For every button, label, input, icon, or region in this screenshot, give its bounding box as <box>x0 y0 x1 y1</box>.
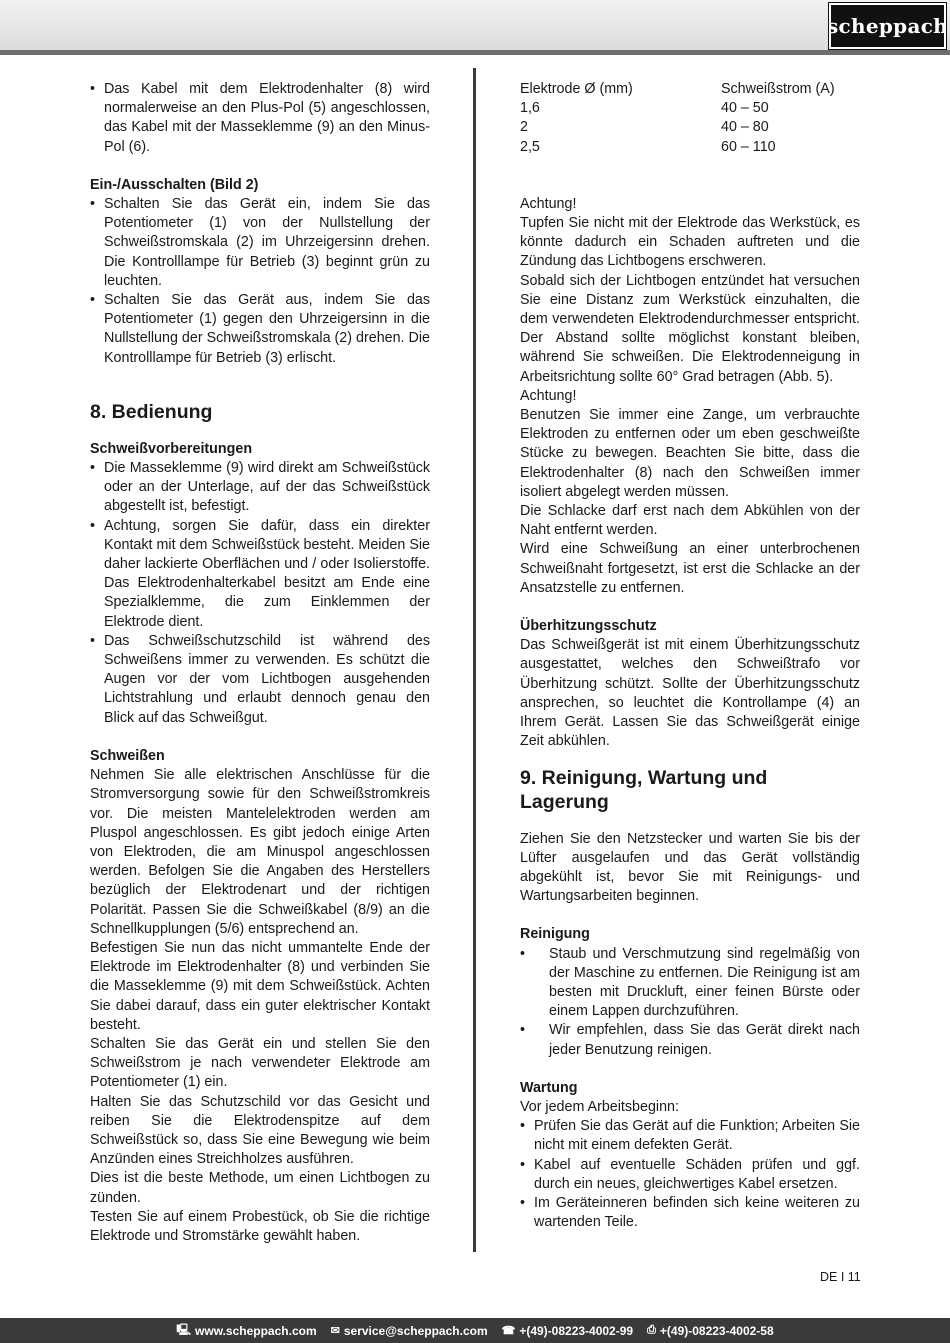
maintenance-bullet: • Prüfen Sie das Gerät auf die Funktion; Arbeiten Sie nicht mit einem defekten Gerät. <box>520 1117 860 1155</box>
table-cell: 2,5 <box>520 138 540 155</box>
section-9-title: 9. Reinigung, Wartung und Lagerung <box>520 766 768 813</box>
onoff-bullet: • Schalten Sie das Gerät ein, indem Sie das Potentiometer (1) von der Nullstellung der Schweißstromskala (2) im Uhrzeigersinn drehen. Die Kontrolllampe für Betrieb (3) beginnt grün zu leuchten. <box>90 195 430 291</box>
table-cell: 2 <box>520 119 528 136</box>
section-9-intro: Ziehen Sie den Netzstecker und warten Sie bis der Lüfter ausgelaufen und das Gerät vollständig abgekühlt ist, bevor Sie mit Reinigungs- und Wartungsarbeiten beginnen. <box>520 830 860 905</box>
prep-bullet: • Die Masseklemme (9) wird direkt am Schweißstück oder an der Unterlage, auf der das Schweißstück abgestellt ist, befestigt. <box>90 459 430 517</box>
weld-paragraph: Nehmen Sie alle elektrischen Anschlüsse für die Stromversorgung sowie für den Schweißstromkreis vor. Die meisten Mantelelektroden werden am Pluspol angeschlossen. Es gibt jedoch einige Arten von Elektroden, die am Minuspol angeschlossen werden. Befolgen Sie die Angaben des Herstellers bezüglich der Elektrodenart und der richtigen Polarität. Passen Sie die Schweißkabel (8/9) an die Schnellkupplungen (5/6) entsprechend an. <box>90 767 430 937</box>
left-column <box>90 80 430 1246</box>
caution-paragraph: Benutzen Sie immer eine Zange, um verbrauchte Elektroden zu entfernen oder um eben geschweißte Stücke zu bewegen. Beachten Sie bitte, dass die Elektrodenhalter (8) nach den Schweißen immer isoliert abgelegt werden müssen. <box>520 407 860 500</box>
cleaning-bullet: • Staub und Verschmutzung sind regelmäßig von der Maschine zu entfernen. Die Reinigung ist am besten mit Druckluft, einer feinen Bürste oder einem Lappen durchzuführen. <box>520 945 860 1022</box>
page-number: DE I 11 <box>820 1270 861 1284</box>
footer-website-text: www.scheppach.com <box>195 1323 317 1338</box>
onoff-bullet: • Schalten Sie das Gerät aus, indem Sie das Potentiometer (1) gegen den Uhrzeigersinn in die Nullstellung der Schweißstromskala (2) drehen. Die Kontrolllampe für Betrieb (3) erlischt. <box>90 291 430 368</box>
maintenance-intro: Vor jedem Arbeitsbeginn: <box>520 1098 679 1115</box>
caution-paragraph: Die Schlacke darf erst nach dem Abkühlen von der Naht entfernt werden. <box>520 503 860 539</box>
footer-fax <box>647 1324 774 1338</box>
footer-fax-text: +(49)-08223-4002-58 <box>659 1323 774 1338</box>
prep-bullet: • Achtung, sorgen Sie dafür, dass ein direkter Kontakt mit dem Schweißstück besteht. Meiden Sie daher lackierte Oberflächen und / oder Isolierstoffe. Das Elektrodenhalterkabel besitzt am Ende eine Spezialklemme, die zum Einklemmen der Elektrode dient. <box>90 517 430 632</box>
footer-phone <box>502 1324 633 1338</box>
caution-paragraph: Sobald sich der Lichtbogen entzündet hat versuchen Sie eine Distanz zum Werkstück einzuhalten, die dem verwendeten Elektrodendurchmesser entspricht. Der Abstand sollte möglichst konstant bleiben, während Sie schweißen. Die Elektrodenneigung in Arbeitsrichtung sollte 60° Grad betragen (Abb. 5). <box>520 272 860 385</box>
intro-bullet: • Das Kabel mit dem Elektrodenhalter (8) wird normalerweise an den Plus-Pol (5) angeschlossen, das Kabel mit der Masseklemme (9) an den Minus- Pol (6). <box>90 80 430 157</box>
table-cell: 1,6 <box>520 100 540 117</box>
electrode-table <box>520 80 860 157</box>
cleaning-heading: Reinigung <box>520 926 590 943</box>
brand-logo: scheppach <box>829 3 946 49</box>
monitor-icon: 🖳 <box>176 1324 192 1336</box>
fax-icon: ⎙ <box>647 1324 656 1336</box>
footer-bar <box>0 1318 950 1343</box>
prep-bullet: • Das Schweißschutzschild ist während des Schweißens immer zu verwenden. Es schützt die Augen vor der vom Lichtbogen ausgehenden Lichtstrahlung und erlaubt dennoch genau den Blick auf das Schweißgut. <box>90 632 430 728</box>
table-cell: 60 – 110 <box>721 138 776 155</box>
weld-paragraph: Testen Sie auf einem Probestück, ob Sie die richtige Elektrode und Stromstärke gewählt haben. <box>90 1208 430 1244</box>
header-bar <box>0 0 950 55</box>
footer-website[interactable] <box>176 1321 316 1340</box>
maintenance-bullet: • Im Geräteinneren befinden sich keine weiteren zu wartenden Teile. <box>520 1194 860 1232</box>
caution-paragraph: Wird eine Schweißung an einer unterbrochenen Schweißnaht fortgesetzt, ist erst die Schlacke an der Ansatzstelle zu entfernen. <box>520 541 860 596</box>
section-8-title: 8. Bedienung <box>90 400 213 423</box>
footer-email[interactable] <box>331 1324 488 1338</box>
cleaning-bullet: • Wir empfehlen, dass Sie das Gerät direkt nach jeder Benutzung reinigen. <box>520 1021 860 1059</box>
table-header: Elektrode Ø (mm) <box>520 81 633 97</box>
caution-block <box>520 195 860 598</box>
table-header: Schweißstrom (A) <box>721 81 835 97</box>
table-cell: 40 – 80 <box>721 119 769 136</box>
caution-paragraph: Achtung! <box>520 195 577 212</box>
footer-email-text: service@scheppach.com <box>343 1323 488 1338</box>
right-column <box>520 80 860 1232</box>
column-divider <box>473 68 476 1252</box>
phone-icon: ☎ <box>501 1325 516 1337</box>
maintenance-bullet: • Kabel auf eventuelle Schäden prüfen und ggf. durch ein neues, gleichwertiges Kabel ersetzen. <box>520 1156 860 1194</box>
overheat-text: Das Schweißgerät ist mit einem Überhitzungsschutz ausgestattet, welches den Schweißtrafo vor Überhitzung schützt. Sollte der Überhitzungsschutz ansprechen, so leuchtet die Kontrollampe (4) an Ihrem Gerät. Lassen Sie das Schweißgerät einige Zeit abkühlen. <box>520 637 860 750</box>
footer-phone-text: +(49)-08223-4002-99 <box>519 1323 634 1338</box>
weld-heading: Schweißen <box>90 747 165 764</box>
onoff-heading: Ein-/Ausschalten (Bild 2) <box>90 176 259 193</box>
weld-paragraph: Schalten Sie das Gerät ein und stellen Sie den Schweißstrom je nach verwendeter Elektrode am Potentiometer (1) ein. <box>90 1035 430 1091</box>
weld-paragraph: Halten Sie das Schutzschild vor das Gesicht und reiben Sie die Elektrodenspitze auf dem Schweißstück so, dass Sie eine Bewegung wie beim Anzünden eines Streichholzes ausführen. <box>90 1093 430 1168</box>
mail-icon: ✉ <box>330 1325 340 1337</box>
maintenance-heading: Wartung <box>520 1079 578 1096</box>
overheat-heading: Überhitzungsschutz <box>520 618 657 635</box>
prep-heading: Schweißvorbereitungen <box>90 440 253 457</box>
table-cell: 40 – 50 <box>721 100 769 117</box>
weld-paragraph: Dies ist die beste Methode, um einen Lichtbogen zu zünden. <box>90 1170 430 1206</box>
caution-paragraph: Achtung! <box>520 387 577 404</box>
weld-paragraph: Befestigen Sie nun das nicht ummantelte Ende der Elektrode im Elektrodenhalter (8) und verbinden Sie die Masseklemme (9) mit dem Schweißstück. Achten Sie dabei darauf, dass ein guter elektrischer Kontakt besteht. <box>90 939 430 1033</box>
caution-paragraph: Tupfen Sie nicht mit der Elektrode das Werkstück, es könnte dadurch ein Schaden auftreten und die Zündung das Lichtbogens erschweren. <box>520 215 860 270</box>
